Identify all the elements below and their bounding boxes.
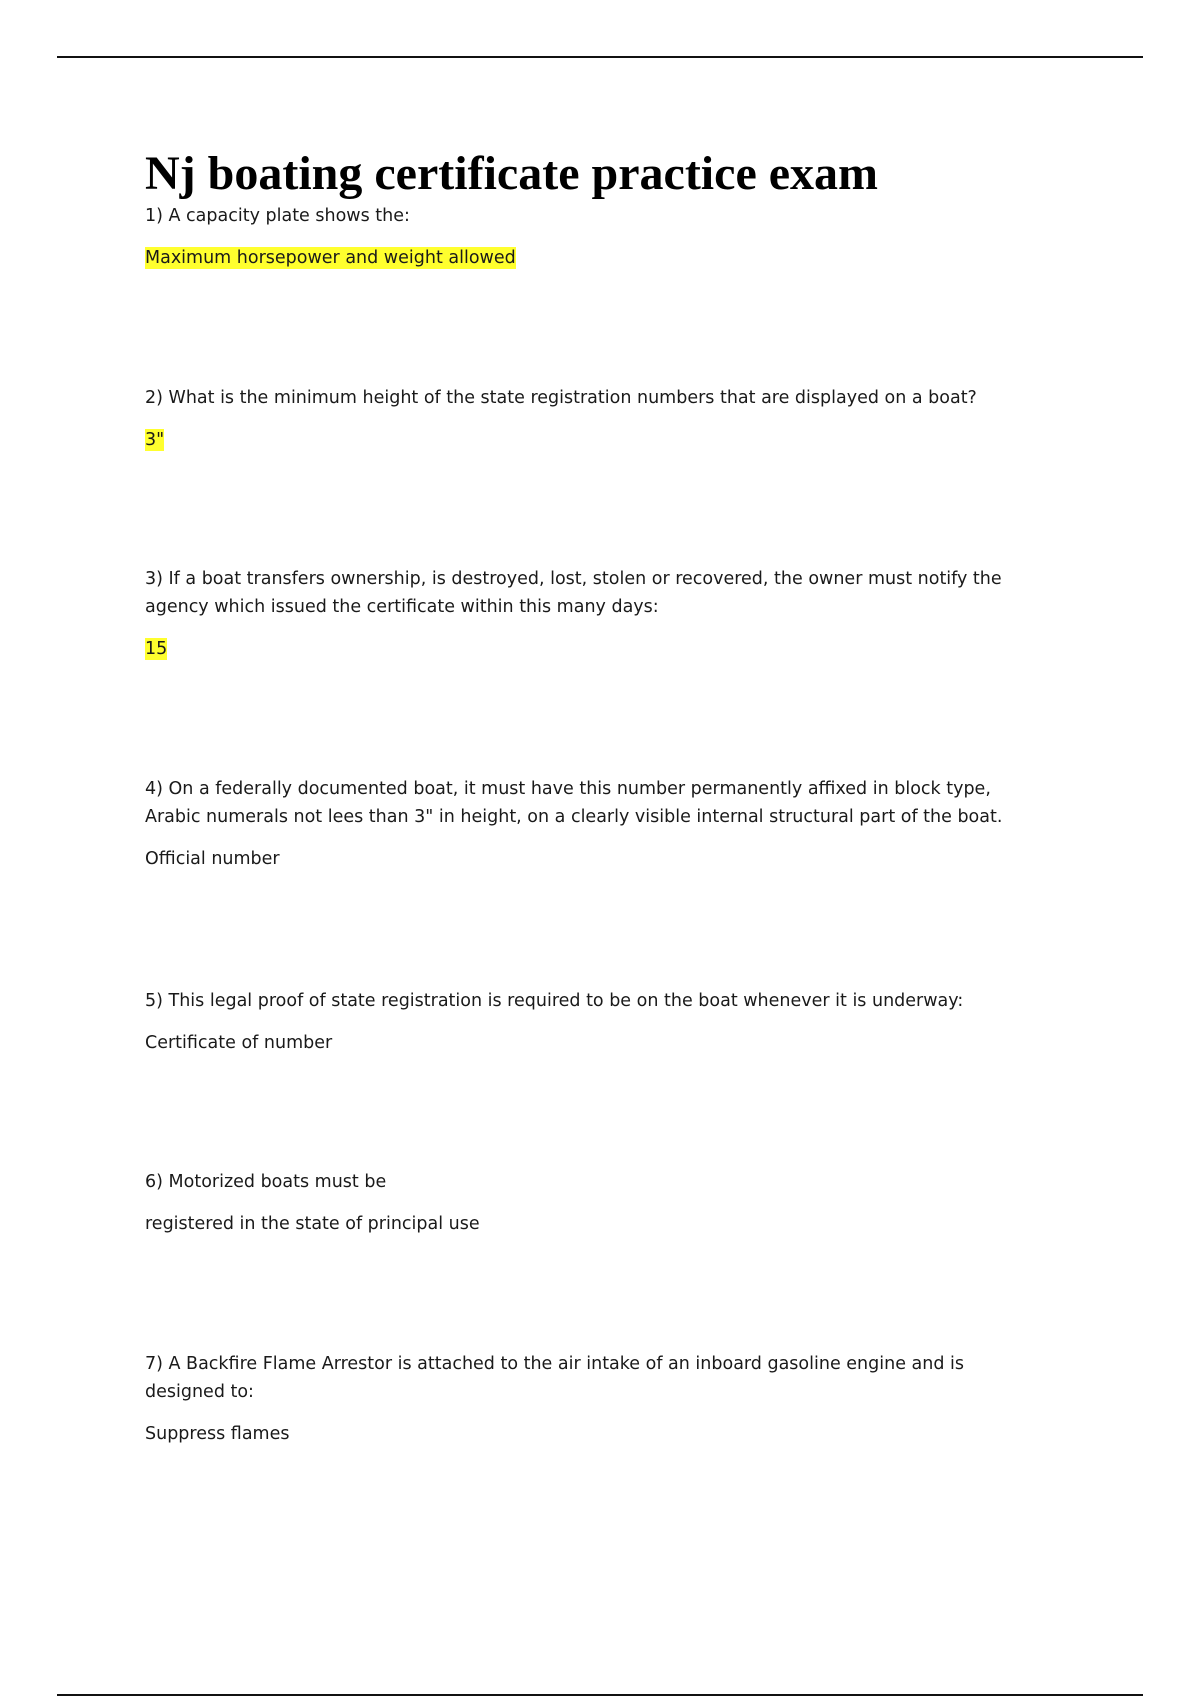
question-text: 5) This legal proof of state registration is required to be on the boat whenever it is underway: <box>145 991 964 1011</box>
answer-text: Official number <box>145 849 280 869</box>
page-bottom-rule <box>57 1694 1143 1696</box>
question-block-4 <box>145 775 1045 873</box>
question-text: 4) On a federally documented boat, it must have this number permanently affixed in block type, Arabic numerals not lees than 3" in height, on a clearly visible internal structural part of the boat. <box>145 779 1003 827</box>
question-block-7 <box>145 1350 1045 1448</box>
question-text: 6) Motorized boats must be <box>145 1172 387 1192</box>
question-block-3 <box>145 565 1045 663</box>
highlighted-answer: 15 <box>145 639 168 659</box>
question-block-1 <box>145 202 1045 272</box>
question-block-5 <box>145 987 1045 1057</box>
question-text: 2) What is the minimum height of the state registration numbers that are displayed on a boat? <box>145 388 977 408</box>
document-title: Nj boating certificate practice exam <box>145 147 879 200</box>
highlighted-answer: Maximum horsepower and weight allowed <box>145 248 516 268</box>
page-top-rule <box>57 56 1143 58</box>
question-block-2 <box>145 384 1045 454</box>
highlighted-answer: 3" <box>145 430 165 450</box>
question-text: 1) A capacity plate shows the: <box>145 206 410 226</box>
question-block-6 <box>145 1168 1045 1238</box>
answer-text: Suppress flames <box>145 1424 290 1444</box>
question-text: 7) A Backfire Flame Arrestor is attached to the air intake of an inboard gasoline engine and is designed to: <box>145 1354 964 1402</box>
question-text: 3) If a boat transfers ownership, is destroyed, lost, stolen or recovered, the owner must notify the agency which issued the certificate within this many days: <box>145 569 1002 617</box>
answer-text: registered in the state of principal use <box>145 1214 480 1234</box>
answer-text: Certificate of number <box>145 1033 333 1053</box>
